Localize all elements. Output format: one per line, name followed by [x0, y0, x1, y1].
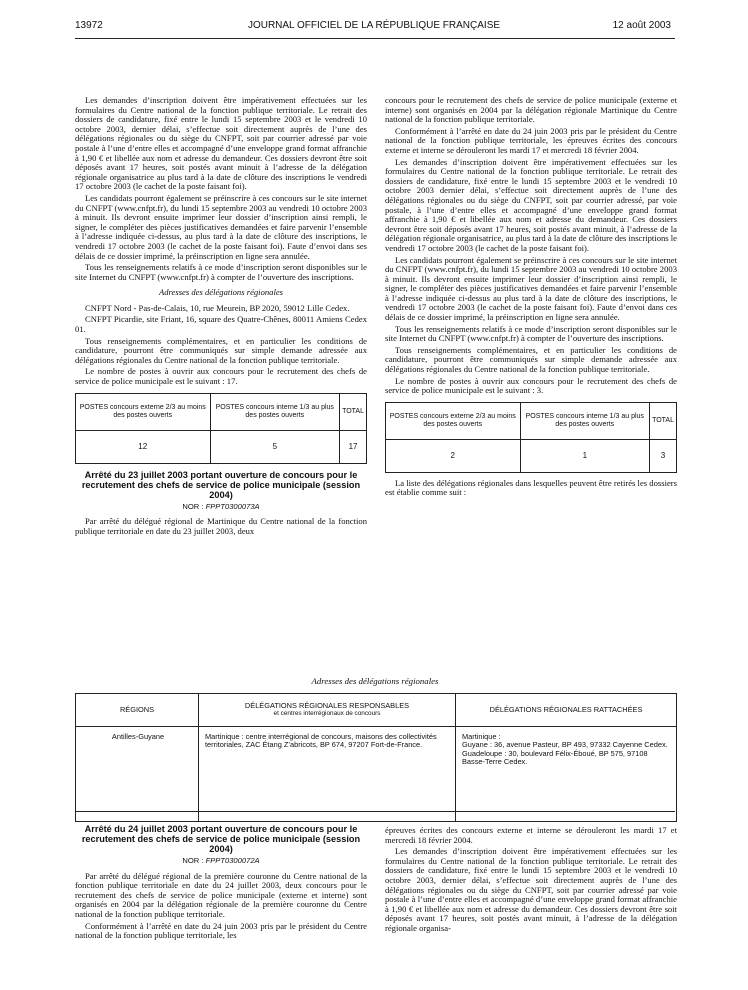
header-sub: et centres interrégionaux de concours [273, 710, 381, 717]
table-header: TOTAL [650, 402, 677, 439]
posts-table [75, 393, 367, 464]
left-column-top [75, 96, 367, 538]
posts-table [385, 402, 677, 473]
nor-code: FPPT0300073A [205, 501, 260, 511]
table-cell: 12 [76, 430, 211, 463]
paragraph: Conformément à l’arrêté en date du 24 juin 2003 pris par le président du Centre national de la fonction publique territoriale, les épreuves écrites des concours externe et interne se dérouleront les mardi 17 et mercredi 18 février 2004. [385, 125, 677, 155]
paragraph: concours pour le recrutement des chefs de service de police municipale (externe et interne) sont organisés en 2004 par la délégation régionale Martinique du Centre national de la fonction publique territoriale. [385, 95, 677, 125]
table-cell: Antilles-Guyane [76, 727, 199, 822]
right-column-bottom [385, 826, 677, 936]
nor-label: NOR : [182, 856, 206, 865]
paragraph: Tous renseignements complémentaires, et en particulier les conditions de candidature, pourront être communiqués sur simple demande adressée aux délégations régionales du Centre national de la fonction publique territoriale. [385, 344, 677, 375]
header-main: DÉLÉGATIONS RÉGIONALES RESPONSABLES [244, 700, 410, 710]
issue-date: 12 août 2003 [612, 20, 671, 31]
section-heading: Adresses des délégations régionales [158, 287, 284, 298]
arrete-title: Arrêté du 23 juillet 2003 portant ouverture de concours pour le recrutement des chefs de service de police municipale (session 2004) [81, 469, 361, 500]
attached-line: Martinique : [462, 732, 501, 741]
paragraph: Tous les renseignements relatifs à ce mode d’inscription seront disponibles sur le site Internet du CNFPT (www.cnfpt.fr) à compter de l’ouverture des inscriptions. [385, 323, 677, 344]
header-rule [75, 38, 675, 39]
section-rule [75, 811, 675, 812]
table-header: POSTES concours externe 2/3 au moins des postes ouverts [76, 393, 211, 430]
table-header: POSTES concours interne 1/3 au plus des postes ouverts [210, 393, 340, 430]
journal-title: JOURNAL OFFICIEL DE LA RÉPUBLIQUE FRANÇAISE [247, 20, 501, 31]
paragraph: Par arrêté du délégué régional de Martinique du Centre national de la fonction publique territoriale en date du 23 juillet 2003, deux [75, 516, 367, 536]
table-cell: 17 [340, 430, 367, 463]
right-column-top [385, 96, 677, 500]
paragraph: Les demandes d’inscription doivent être impérativement effectuées sur les formulaires du Centre national de la fonction publique territoriale. Le retrait des dossiers de candidature, fixé entre le lundi 15 septembre 2003 et le vendredi 10 octobre 2003, dernier délai, s’effectue soit directement auprès de l’une des délégations régionales ou du siège du CNFPT, soit par courrier adressé par voie postale à l’une d’entre elles et accompagné d’une enveloppe grand format affranchie à 1,90 € et libellée aux nom et adresse du demandeur. Ces dossiers devront être soit déposés avant 17 heures, soit postés avant minuit, à l’adresse de la délégation régionale organisa- [385, 846, 677, 933]
paragraph: Par arrêté du délégué régional de la première couronne du Centre national de la fonction publique territoriale en date du 24 juillet 2003, deux concours pour le recrutement des chefs de service de police municipale (externe et interne) sont organisés en 2004 par la délégation régionale de la première couronne du Centre national de la fonction publique territoriale. [75, 870, 367, 919]
table-cell [456, 727, 677, 822]
paragraph: Le nombre de postes à ouvrir aux concours pour le recrutement des chefs de service de police municipale est le suivant : 17. [75, 366, 367, 387]
table-cell: 1 [520, 439, 650, 472]
table-cell: 3 [650, 439, 677, 472]
attached-line: Guyane : 36, avenue Pasteur, BP 493, 97332 Cayenne Cedex. [462, 740, 668, 750]
table-header: RÉGIONS [76, 694, 199, 727]
table-header: POSTES concours externe 2/3 au moins des postes ouverts [386, 402, 521, 439]
paragraph: Tous renseignements complémentaires, et en particulier les conditions de candidature, pourront être communiqués sur simple demande adressée aux délégations régionales du Centre national de la fonction publique territoriale. [75, 335, 367, 365]
address-line: CNFPT Picardie, site Friant, 16, square des Quatre-Chênes, 80011 Amiens Cedex 01. [75, 314, 367, 335]
page-header [0, 20, 748, 36]
paragraph: Le nombre de postes à ouvrir aux concours pour le recrutement des chefs de service de police municipale est le suivant : 3. [385, 375, 677, 396]
paragraph: La liste des délégations régionales dans lesquelles peuvent être retirés les dossiers est établie comme suit : [385, 477, 677, 498]
nor-label: NOR : [182, 501, 206, 511]
table-cell: 2 [386, 439, 521, 472]
nor-reference [75, 502, 367, 512]
table-header: POSTES concours interne 1/3 au plus des postes ouverts [520, 402, 650, 439]
nor-code: FPPT0300072A [205, 856, 260, 865]
attached-line: Guadeloupe : 30, boulevard Félix-Éboué, BP 575, 97108 Basse-Terre Cedex. [462, 748, 648, 767]
paragraph: Les candidats pourront également se préinscrire à ces concours sur le site internet du CNFPT (www.cnfpt.fr), du lundi 15 septembre 2003 au vendredi 10 octobre 2003 à minuit. Ils devront ensuite imprimer leur dossier d’inscription ainsi rempli, le signer, le compléter des pièces justificatives demandées et faire parvenir l’ensemble à l’adresse indiquée ci-dessus au plus tard à la date de clôture des inscriptions, le vendredi 17 octobre 2003 (le cachet de la poste faisant foi). Faute d’envoi dans ces délais de ce dossier imprimé, la préinscription en ligne sera annulée. [385, 254, 677, 323]
table-cell: Martinique : centre interrégional de concours, maisons des collectivités territoriales, ZAC Étang Z’abricots, BP 674, 97207 Fort-de-France. [199, 727, 456, 822]
paragraph: Les candidats pourront également se préinscrire à ces concours sur le site internet du CNFPT (www.cnfpt.fr), du lundi 15 septembre 2003 au vendredi 10 octobre 2003 à minuit. Ils devront ensuite imprimer leur dossier d’inscription ainsi rempli, le signer, le compléter des pièces justificatives demandées et faire parvenir l’ensemble à l’adresse indiquée ci-dessus, au plus tard à la date de clôture des inscriptions, le vendredi 17 octobre 2003 (le cachet de la poste faisant foi). Faute d’envoi dans ses délais de ce dossier imprimé, la préinscription en ligne sera annulée. [75, 192, 367, 261]
table-header [199, 694, 456, 727]
table-header: TOTAL [340, 393, 367, 430]
left-column-bottom [75, 820, 367, 943]
paragraph: Les demandes d’inscription doivent être impérativement effectuées sur les formulaires du Centre national de la fonction publique territoriale. Le retrait des dossiers de candidature, fixé entre le lundi 15 septembre 2003 et le vendredi 10 octobre 2003, dernier délai, s’effectue soit directement auprès de l’une des délégations régionales ou du siège du CNFPT, soit par courrier adressé par voie postale à l’une d’entre elles et accompagné d’une enveloppe grand format affranchie à 1,90 € et libellée aux nom et adresse du demandeur. Ces dossiers devront être soit déposés avant 17 heures, soit postés avant minuit à l’adresse de la délégation régionale organisatrice au plus tard à la date de clôture des inscriptions le vendredi 17 octobre 2003 (le cachet de la poste faisant foi). [75, 95, 367, 192]
paragraph: Les demandes d’inscription doivent être impérativement effectuées sur les formulaires du Centre national de la fonction publique territoriale. Le retrait des dossiers de candidature, fixé entre le lundi 15 septembre 2003 et le vendredi 10 octobre 2003 dernier délai, s’effectue soit directement auprès de l’une des délégations régionales ou du siège du CNFPT, soit par courrier adressé, par voie postale, à l’une d’entre elles et accompagné d’une enveloppe grand format affranchie à 1,90 € et libellée aux nom et adresse du demandeur. Ces dossiers devront être soit déposés avant 17 heures, soit postés avant minuit, à l’adresse de la délégation régionale organisatrice, au plus tard à la date de clôture des inscriptions le vendredi 17 octobre 2003 (le cachet de la poste faisant foi). [385, 156, 677, 253]
address-line: CNFPT Nord - Pas-de-Calais, 10, rue Meurein, BP 2020, 59012 Lille Cedex. [85, 302, 350, 313]
paragraph: Tous les renseignements relatifs à ce mode d’inscription seront disponibles sur le site Internet du CNFPT (www.cnfpt.fr) à compter de l’ouverture des inscriptions. [75, 262, 367, 282]
page-number: 13972 [75, 20, 103, 31]
paragraph: épreuves écrites des concours externe et interne se dérouleront les mardi 17 et mercredi 18 février 2004. [385, 825, 677, 845]
paragraph: Conformément à l’arrêté en date du 24 juin 2003 pris par le président du Centre national de la fonction publique territoriale, les [75, 920, 367, 941]
table-header: DÉLÉGATIONS RÉGIONALES RATTACHÉES [456, 694, 677, 727]
nor-reference [75, 856, 367, 866]
regions-caption: Adresses des délégations régionales [311, 676, 439, 686]
regions-table [75, 693, 677, 822]
table-cell: 5 [210, 430, 340, 463]
arrete-title: Arrêté du 24 juillet 2003 portant ouverture de concours pour le recrutement des chefs de service de police municipale (session 2004) [81, 824, 361, 854]
